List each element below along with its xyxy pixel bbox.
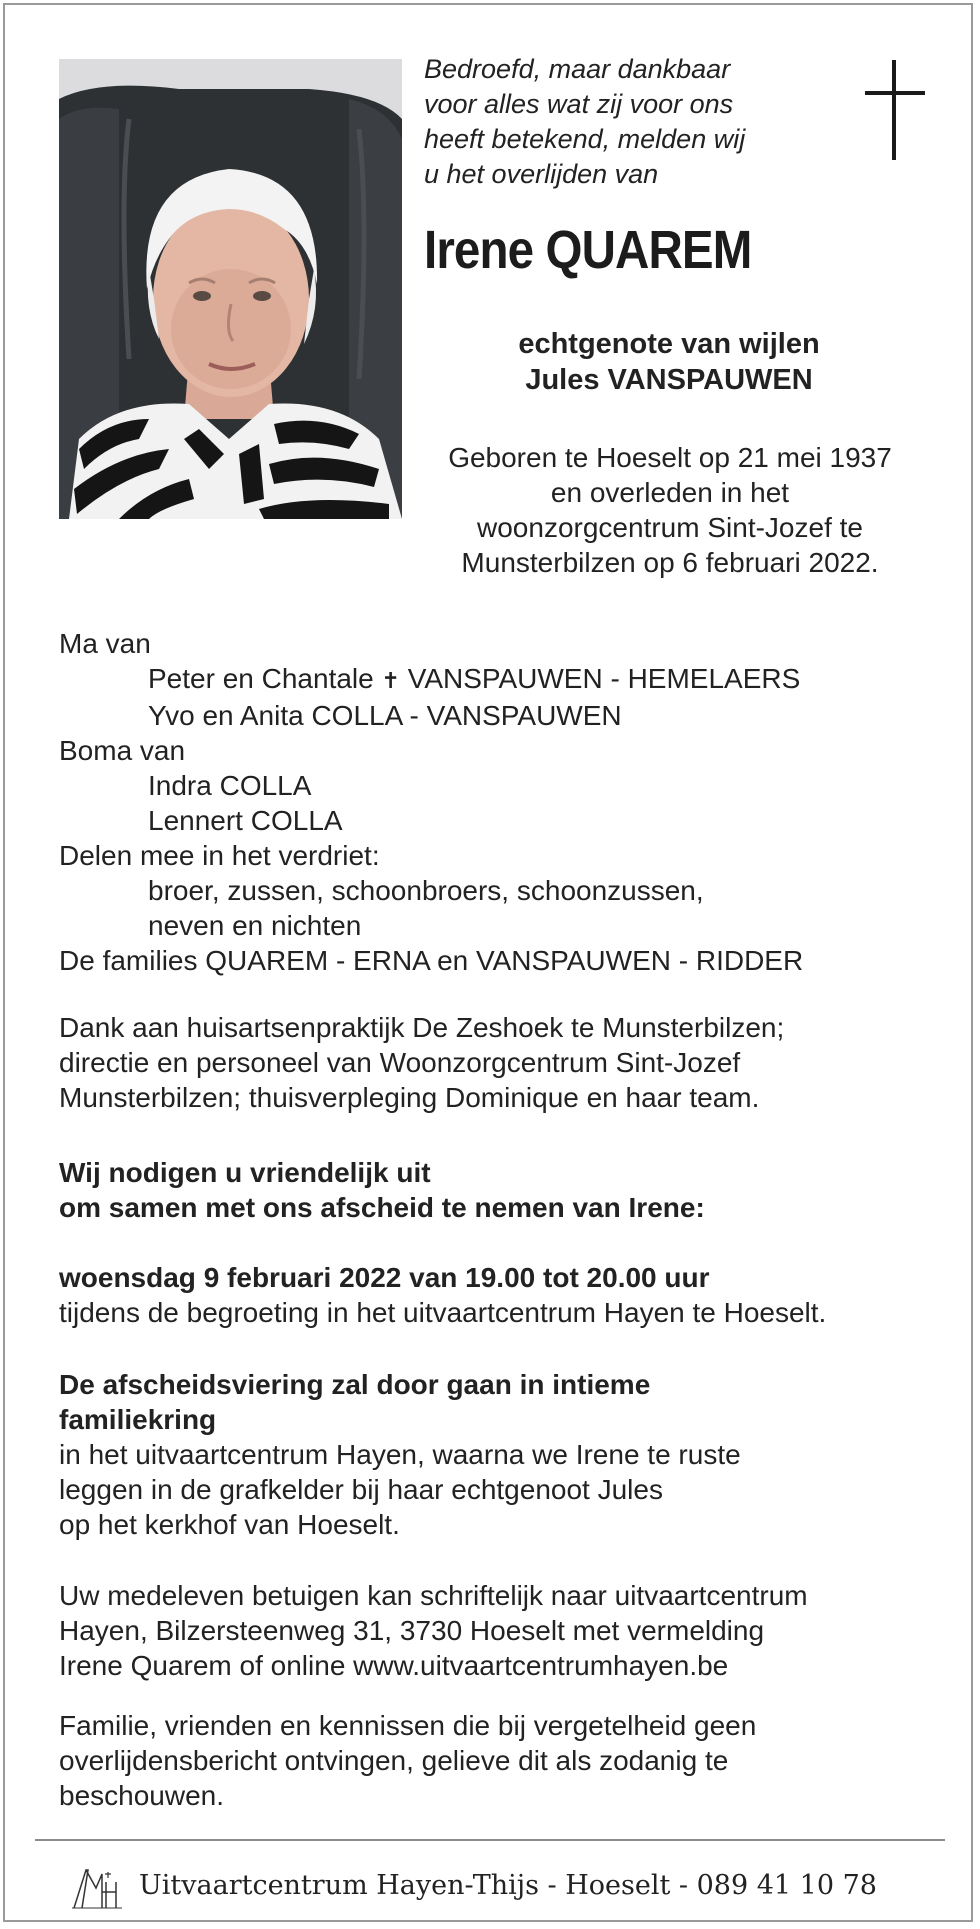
invitation-paragraph xyxy=(59,1155,919,1225)
portrait-photo xyxy=(59,59,402,519)
children-names: Peter en Chantale xyxy=(148,663,374,694)
notice-line: Familie, vrienden en kennissen die bij vergetelheid geen xyxy=(59,1710,757,1741)
service-info xyxy=(59,1367,919,1542)
visitation-date: woensdag 9 februari 2022 van 19.00 tot 20.00 uur xyxy=(59,1262,710,1293)
condolence-paragraph xyxy=(59,1578,919,1683)
spouse-info xyxy=(424,326,914,398)
latin-cross-icon xyxy=(865,60,925,160)
children-line xyxy=(59,661,919,698)
funeral-home-contact: Uitvaartcentrum Hayen-Thijs - Hoeselt - 089 41 10 78 xyxy=(139,1870,877,1901)
family-list xyxy=(59,626,919,978)
service-heading-line: familiekring xyxy=(59,1404,217,1435)
condolence-line: Uw medeleven betuigen kan schriftelijk naar uitvaartcentrum xyxy=(59,1580,808,1611)
birth-line: en overleden in het xyxy=(550,477,790,508)
intro-text xyxy=(424,52,844,192)
invitation-line: om samen met ons afscheid te nemen van Irene: xyxy=(59,1192,705,1223)
notice-line: beschouwen. xyxy=(59,1780,225,1811)
thanks-line: Munsterbilzen; thuisverpleging Dominique en haar team. xyxy=(59,1082,760,1113)
birth-death-info xyxy=(410,440,930,580)
birth-line: Munsterbilzen op 6 februari 2022. xyxy=(461,547,879,578)
service-text-line: leggen in de grafkelder bij haar echtgenoot Jules xyxy=(59,1474,663,1505)
ma-label: Ma van xyxy=(59,628,151,659)
footer-divider xyxy=(35,1839,945,1841)
relatives-line: neven en nichten xyxy=(148,910,362,941)
condolence-line: Hayen, Bilzersteenweg 31, 3730 Hoeselt met vermelding xyxy=(59,1615,765,1646)
intro-line: heeft betekend, melden wij xyxy=(424,124,746,154)
funeral-home-logo xyxy=(72,1866,122,1910)
share-label: Delen mee in het verdriet: xyxy=(59,840,380,871)
deceased-cross-icon: ✝ xyxy=(381,668,400,693)
thanks-line: directie en personeel van Woonzorgcentrum Sint-Jozef xyxy=(59,1047,741,1078)
notice-paragraph xyxy=(59,1708,919,1813)
grandchild-line: Lennert COLLA xyxy=(148,805,343,836)
visitation-info xyxy=(59,1260,919,1330)
service-text-line: in het uitvaartcentrum Hayen, waarna we Irene te ruste xyxy=(59,1439,741,1470)
birth-line: woonzorgcentrum Sint-Jozef te xyxy=(477,512,863,543)
notice-line: overlijdensbericht ontvingen, gelieve dit als zodanig te xyxy=(59,1745,729,1776)
families-line: De families QUAREM - ERNA en VANSPAUWEN - RIDDER xyxy=(59,945,804,976)
intro-line: Bedroefd, maar dankbaar xyxy=(424,54,731,84)
children-line: Yvo en Anita COLLA - VANSPAUWEN xyxy=(148,700,622,731)
invitation-line: Wij nodigen u vriendelijk uit xyxy=(59,1157,431,1188)
footer xyxy=(59,1858,939,1914)
children-surnames: VANSPAUWEN - HEMELAERS xyxy=(407,663,801,694)
service-heading-line: De afscheidsviering zal door gaan in intieme xyxy=(59,1369,651,1400)
relatives-line: broer, zussen, schoonbroers, schoonzussen, xyxy=(148,875,704,906)
thanks-paragraph xyxy=(59,1010,919,1115)
condolence-line: Irene Quarem of online www.uitvaartcentrumhayen.be xyxy=(59,1650,729,1681)
spouse-line: echtgenote van wijlen xyxy=(518,328,820,360)
deceased-name: Irene QUAREM xyxy=(424,220,752,280)
grandchild-line: Indra COLLA xyxy=(148,770,312,801)
thanks-line: Dank aan huisartsenpraktijk De Zeshoek te Munsterbilzen; xyxy=(59,1012,785,1043)
intro-line: u het overlijden van xyxy=(424,159,659,189)
spouse-line: Jules VANSPAUWEN xyxy=(525,364,813,396)
intro-line: voor alles wat zij voor ons xyxy=(424,89,734,119)
portrait-illustration xyxy=(59,59,402,519)
boma-label: Boma van xyxy=(59,735,186,766)
birth-line: Geboren te Hoeselt op 21 mei 1937 xyxy=(448,442,892,473)
visitation-place: tijdens de begroeting in het uitvaartcentrum Hayen te Hoeselt. xyxy=(59,1297,827,1328)
service-text-line: op het kerkhof van Hoeselt. xyxy=(59,1509,400,1540)
